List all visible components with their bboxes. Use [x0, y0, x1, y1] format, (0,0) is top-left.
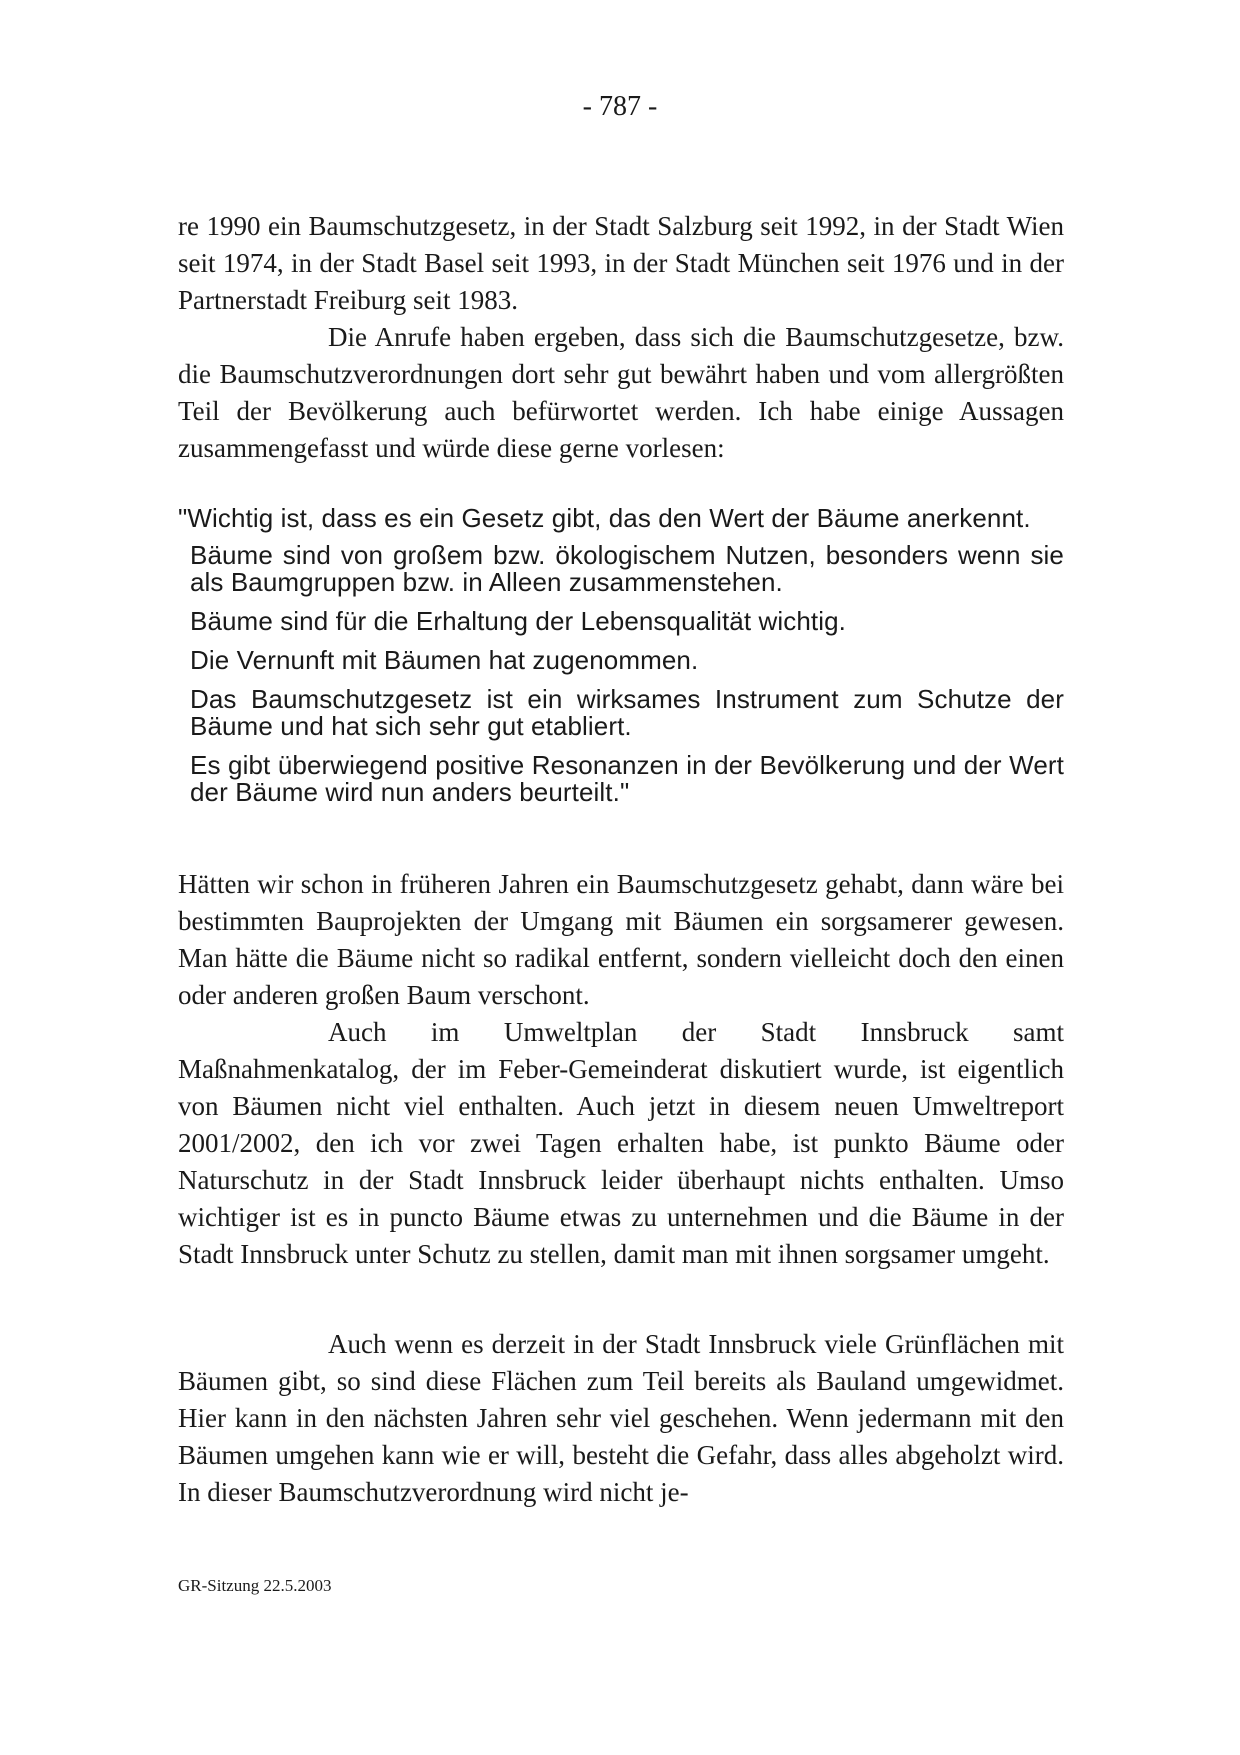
- quote-item: Bäume sind für die Erhaltung der Lebensqualität wichtig.: [190, 606, 846, 636]
- body-paragraph-2: Auch im Umweltplan der Stadt Innsbruck samt Maßnahmenkatalog, der im Feber-Gemeinderat diskutiert wurde, ist eigentlich von Bäumen nicht viel enthalten. Auch jetzt in diesem neuen Umweltreport 2001/2002, den ich vor zwei Tagen erhalten habe, ist punkto Bäume oder Naturschutz in der Stadt Innsbruck leider überhaupt nichts enthalten. Umso wichtiger ist es in puncto Bäume etwas zu unternehmen und die Bäume in der Stadt Innsbruck unter Schutz zu stellen, damit man mit ihnen sorgsamer umgeht.: [178, 1017, 1064, 1269]
- quote-item: Es gibt überwiegend positive Resonanzen in der Bevölkerung und der Wert der Bäume wird nun anders beurteilt.": [190, 750, 1064, 807]
- body-section-2: [178, 1326, 1064, 1511]
- page-number: - 787 -: [582, 91, 658, 122]
- quote-first-line: "Wichtig ist, dass es ein Gesetz gibt, das den Wert der Bäume anerkennt.: [178, 503, 1031, 533]
- quote-block: [178, 505, 1064, 818]
- intro-section: [178, 208, 1064, 467]
- body-section: [178, 866, 1064, 1273]
- footer-session-date: GR-Sitzung 22.5.2003: [178, 1576, 332, 1595]
- quote-item: Bäume sind von großem bzw. ökologischem Nutzen, besonders wenn sie als Baumgruppen bzw. in Alleen zusammenstehen.: [190, 540, 1064, 597]
- body-paragraph-1: Hätten wir schon in früheren Jahren ein Baumschutzgesetz gehabt, dann wäre bei bestimmten Bauprojekten der Umgang mit Bäumen ein sorgsamerer gewesen. Man hätte die Bäume nicht so radikal entfernt, sondern vielleicht doch den einen oder anderen großen Baum verschont.: [178, 869, 1064, 1010]
- intro-paragraph-2: Die Anrufe haben ergeben, dass sich die Baumschutzgesetze, bzw. die Baumschutzverordnungen dort sehr gut bewährt haben und vom allergrößten Teil der Bevölkerung auch befürwortet werden. Ich habe einige Aussagen zusammengefasst und würde diese gerne vorlesen:: [178, 322, 1064, 463]
- quote-item: Die Vernunft mit Bäumen hat zugenommen.: [190, 645, 699, 675]
- intro-paragraph-1: re 1990 ein Baumschutzgesetz, in der Stadt Salzburg seit 1992, in der Stadt Wien seit 1974, in der Stadt Basel seit 1993, in der Stadt München seit 1976 und in der Partnerstadt Freiburg seit 1983.: [178, 211, 1064, 315]
- body-paragraph-3: Auch wenn es derzeit in der Stadt Innsbruck viele Grünflächen mit Bäumen gibt, so sind diese Flächen zum Teil bereits als Bauland umgewidmet. Hier kann in den nächsten Jahren sehr viel geschehen. Wenn jedermann mit den Bäumen umgehen kann wie er will, besteht die Gefahr, dass alles abgeholzt wird. In dieser Baumschutzverordnung wird nicht je-: [178, 1329, 1064, 1507]
- quote-item: Das Baumschutzgesetz ist ein wirksames Instrument zum Schutze der Bäume und hat sich sehr gut etabliert.: [190, 684, 1064, 741]
